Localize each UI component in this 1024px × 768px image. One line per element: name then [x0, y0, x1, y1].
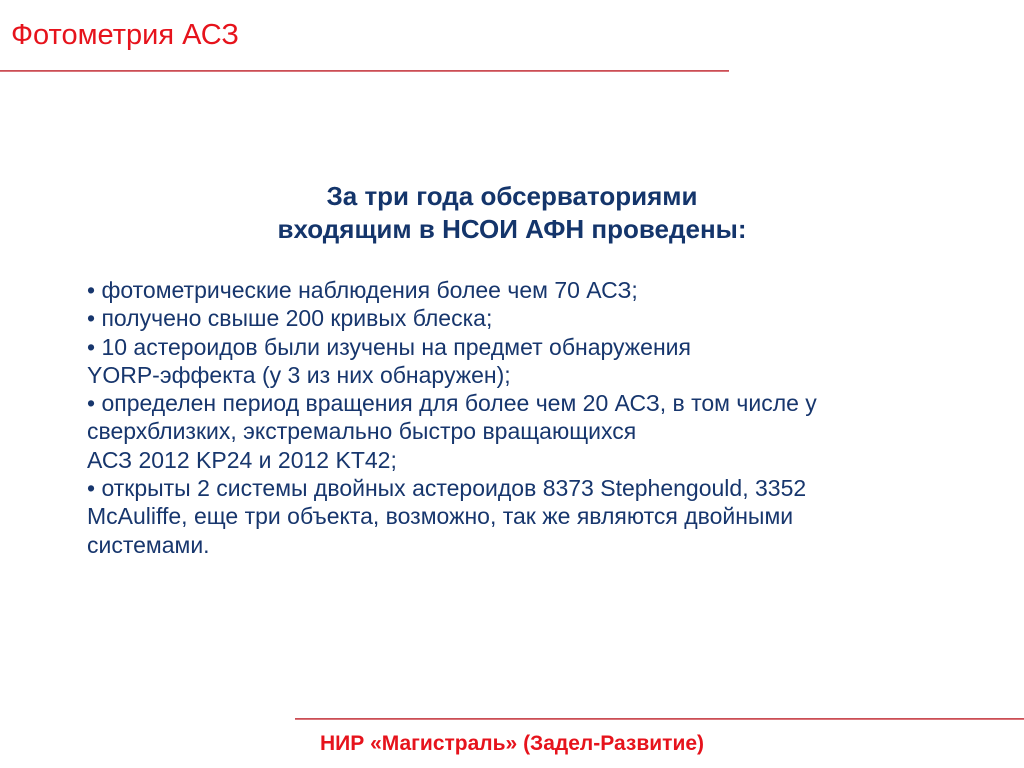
- bullet-line-4-continuation-1: сверхблизких, экстремально быстро вращающихся: [87, 418, 637, 445]
- slide-heading: [0, 180, 1024, 246]
- title-divider-line: [0, 70, 729, 72]
- bullet-line-2: • получено свыше 200 кривых блеска;: [87, 305, 493, 332]
- bullet-line-5-continuation-1: McAuliffe, еще три объекта, возможно, так же являются двойными: [87, 503, 794, 530]
- bullet-line-5: • открыты 2 системы двойных астероидов 8373 Stephengould, 3352: [87, 475, 807, 502]
- heading-line-2: входящим в НСОИ АФН проведены:: [277, 214, 747, 244]
- bullet-line-4-continuation-2: АСЗ 2012 KP24 и 2012 KT42;: [87, 446, 397, 473]
- heading-line-1: За три года обсерваториями: [326, 181, 698, 211]
- slide-title: Фотометрия АСЗ: [11, 19, 239, 51]
- bullet-line-5-continuation-2: системами.: [87, 531, 210, 558]
- bullet-line-3: • 10 астероидов были изучены на предмет обнаружения: [87, 333, 691, 360]
- bullet-line-3-continuation: YORP-эффекта (у 3 из них обнаружен);: [87, 361, 511, 388]
- footer-project-label: НИР «Магистраль» (Задел-Развитие): [319, 732, 705, 755]
- bullet-line-1: • фотометрические наблюдения более чем 70 АСЗ;: [87, 277, 638, 303]
- bullet-line-4: • определен период вращения для более чем 20 АСЗ, в том числе у: [87, 390, 817, 417]
- footer-divider-line: [295, 718, 1024, 720]
- bullet-list: [87, 276, 987, 559]
